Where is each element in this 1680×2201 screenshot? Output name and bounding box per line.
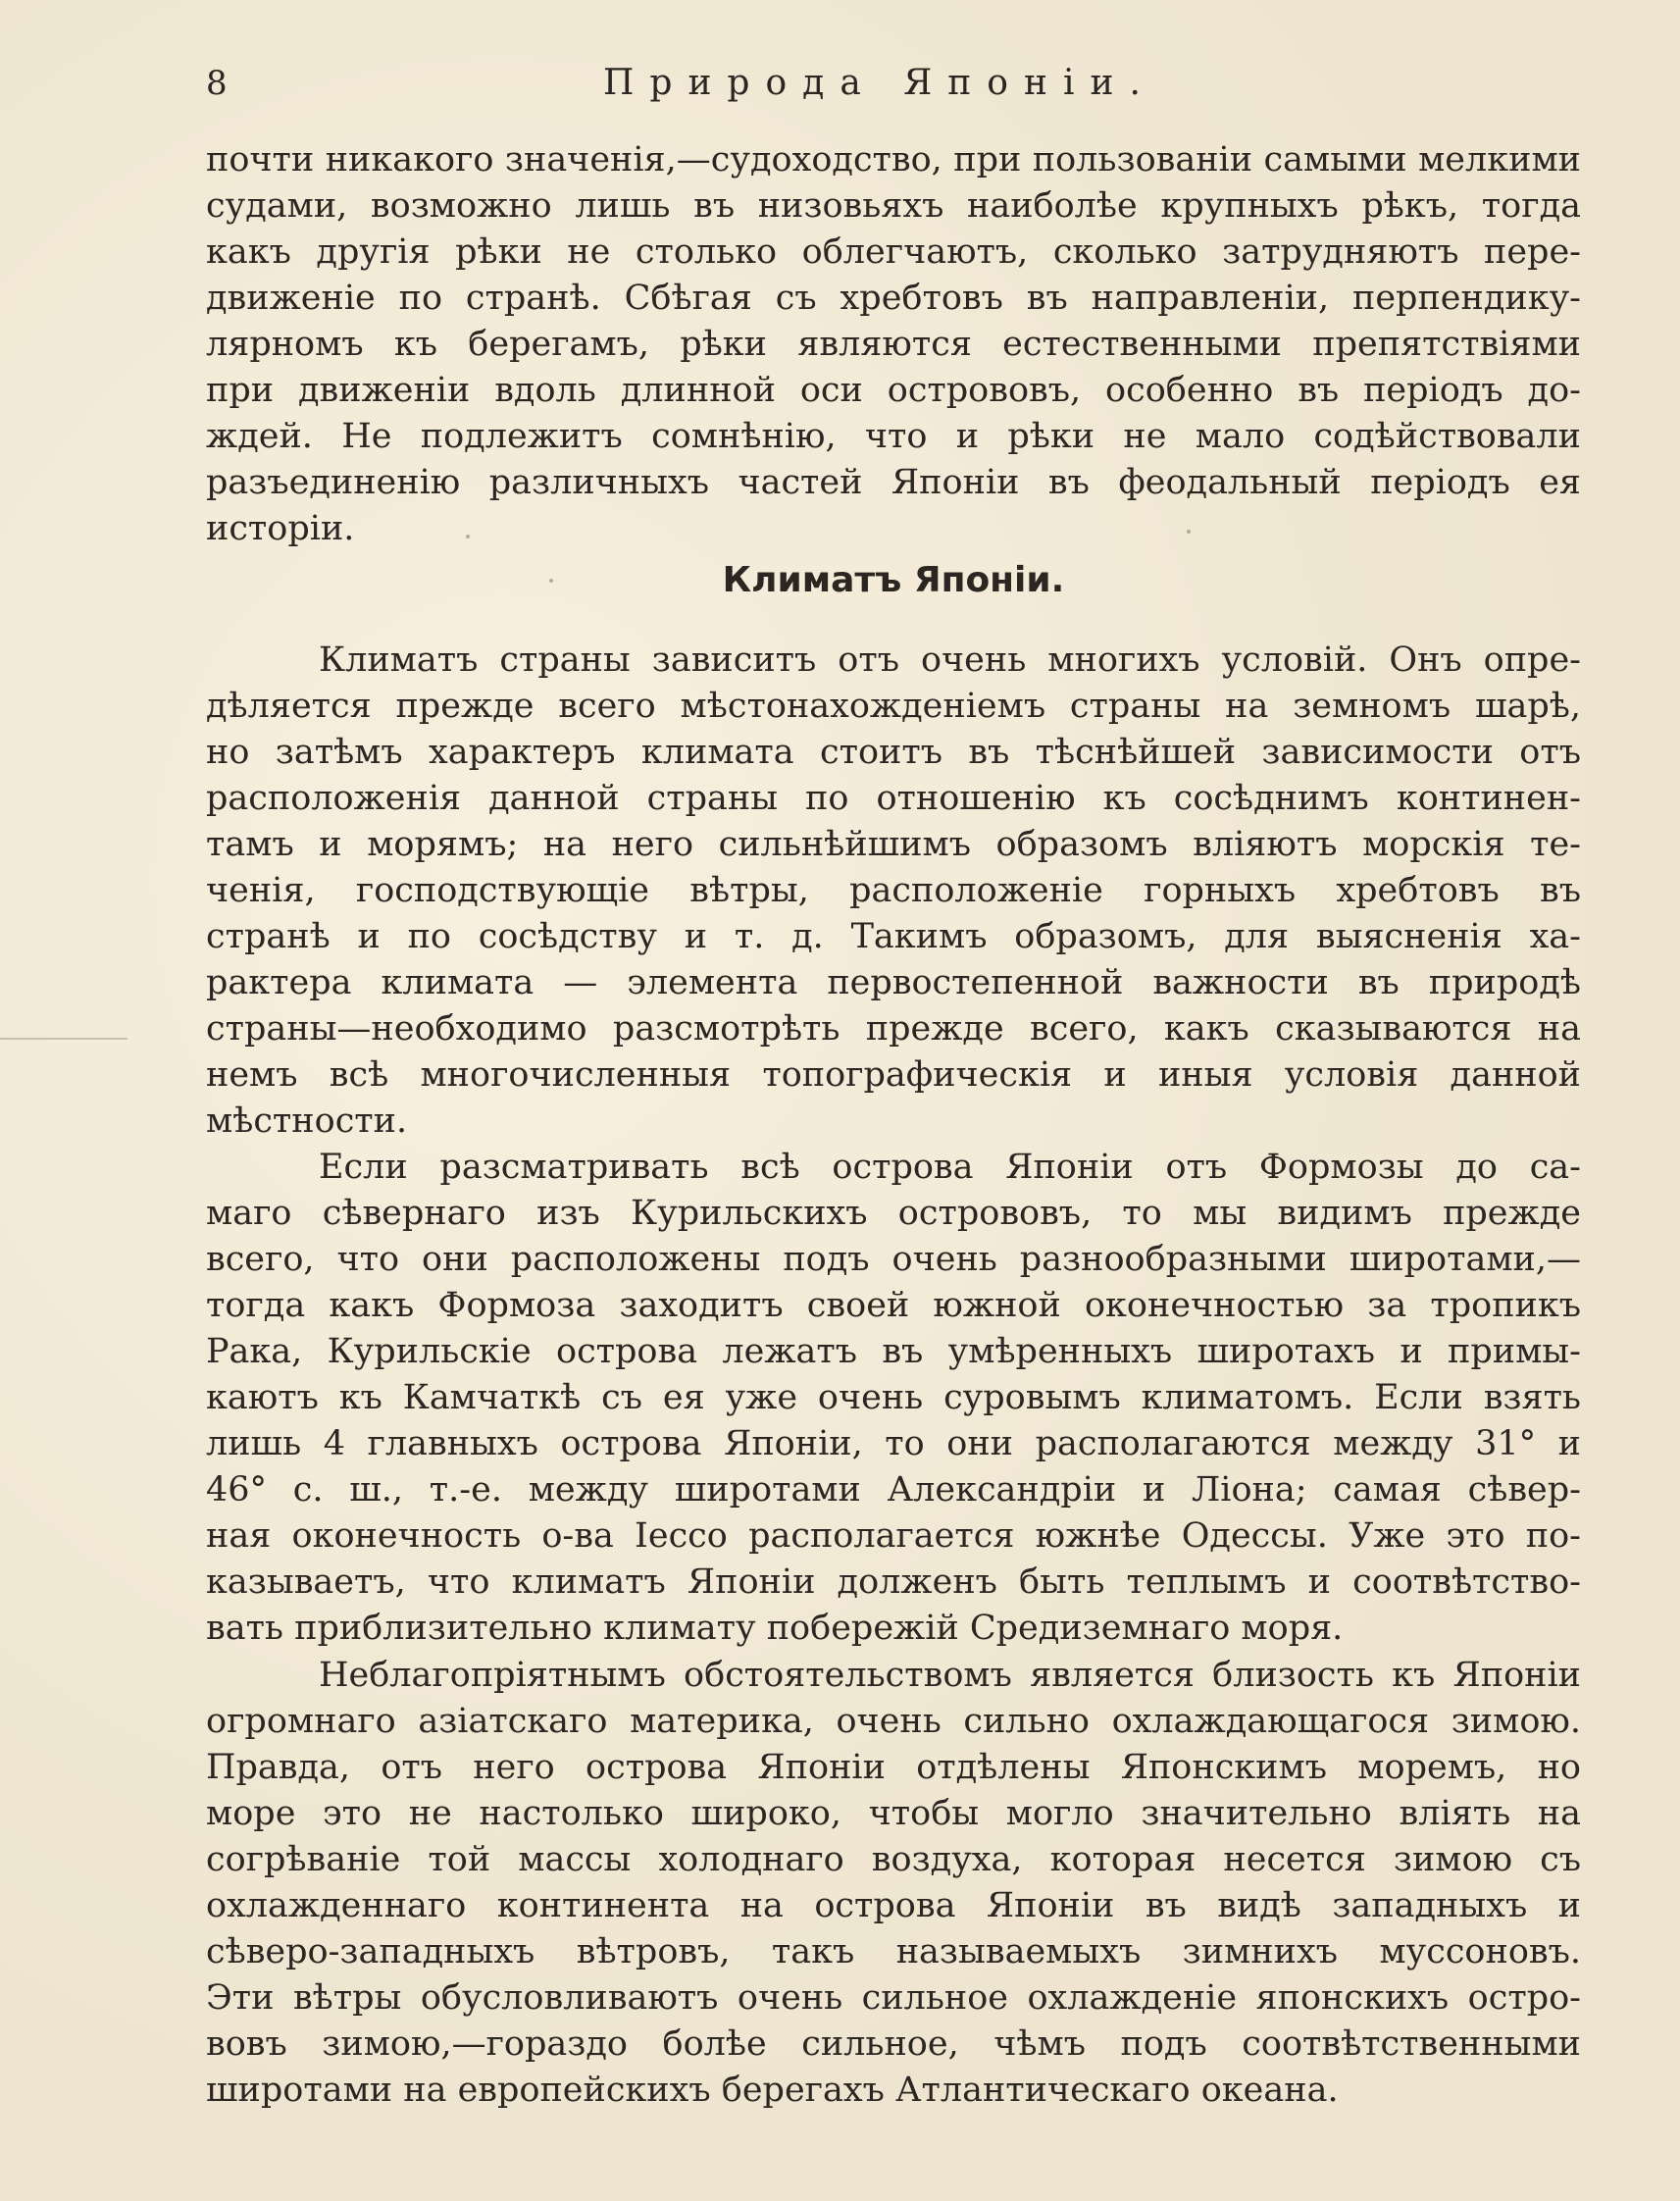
paragraph-rivers bbox=[206, 137, 1581, 552]
text-line: исторіи. bbox=[206, 509, 355, 548]
running-title: Природа Японіи. bbox=[603, 63, 1156, 103]
text-line: дѣляется прежде всего мѣстонахожденіемъ страны на земномъ шарѣ, bbox=[206, 687, 1581, 726]
text-line: маго сѣвернаго изъ Курильскихъ острововъ, то мы видимъ прежде bbox=[206, 1194, 1581, 1233]
text-line: вовъ зимою,—гораздо болѣе сильное, чѣмъ подъ соотвѣтственными bbox=[206, 2024, 1581, 2064]
scan-edge-mark bbox=[0, 1038, 127, 1040]
text-line: Если разсматривать всѣ острова Японіи отъ Формозы до са- bbox=[319, 1148, 1581, 1187]
text-line: ная оконечность о-ва Іессо располагается южнѣе Одессы. Уже это по- bbox=[206, 1516, 1581, 1556]
text-line: 46° с. ш., т.-е. между широтами Александріи и Ліона; самая сѣвер- bbox=[206, 1470, 1581, 1510]
paper-speck bbox=[1187, 530, 1191, 534]
text-line: море это не настолько широко, чтобы могло значительно вліять на bbox=[206, 1794, 1581, 1833]
text-line: движеніе по странѣ. Сбѣгая съ хребтовъ въ направленіи, перпендику- bbox=[206, 279, 1581, 318]
text-line: рактера климата — элемента первостепенной важности въ природѣ bbox=[206, 963, 1581, 1002]
text-line: странѣ и по сосѣдству и т. д. Такимъ образомъ, для выясненія ха- bbox=[206, 917, 1581, 956]
text-line: но затѣмъ характеръ климата стоитъ въ тѣснѣйшей зависимости отъ bbox=[206, 733, 1581, 772]
text-line: Правда, отъ него острова Японіи отдѣлены Японскимъ моремъ, но bbox=[206, 1748, 1581, 1787]
text-line: при движеніи вдоль длинной оси острововъ, особенно въ періодъ до- bbox=[206, 371, 1581, 410]
text-line: страны—необходимо разсмотрѣть прежде всего, какъ сказываются на bbox=[206, 1009, 1581, 1049]
text-line: вать приблизительно климату побережій Средиземнаго моря. bbox=[206, 1609, 1344, 1648]
text-line: судами, возможно лишь въ низовьяхъ наиболѣе крупныхъ рѣкъ, тогда bbox=[206, 186, 1581, 226]
text-line: Рака, Курильскіе острова лежатъ въ умѣренныхъ широтахъ и примы- bbox=[206, 1332, 1581, 1371]
text-line: лярномъ къ берегамъ, рѣки являются естественными препятствіями bbox=[206, 325, 1581, 364]
page-number: 8 bbox=[206, 64, 228, 103]
text-line: широтами на европейскихъ берегахъ Атлантическаго океана. bbox=[206, 2071, 1339, 2110]
paragraph-climate-intro bbox=[206, 638, 1581, 1145]
text-line: каютъ къ Камчаткѣ съ ея уже очень суровымъ климатомъ. Если взять bbox=[206, 1378, 1581, 1417]
text-line: Эти вѣтры обусловливаютъ очень сильное охлажденіе японскихъ остро- bbox=[206, 1978, 1581, 2018]
text-line: согрѣваніе той массы холоднаго воздуха, которая несется зимою съ bbox=[206, 1840, 1581, 1879]
paper-speck bbox=[466, 535, 470, 538]
text-line: расположенія данной страны по отношенію къ сосѣднимъ континен- bbox=[206, 779, 1581, 818]
text-line: тамъ и морямъ; на него сильнѣйшимъ образомъ вліяютъ морскія те- bbox=[206, 825, 1581, 864]
section-heading: Климатъ Японіи. bbox=[722, 560, 1065, 600]
text-line: всего, что они расположены подъ очень разнообразными широтами,— bbox=[206, 1240, 1581, 1279]
text-line: сѣверо-западныхъ вѣтровъ, такъ называемыхъ зимнихъ муссоновъ. bbox=[206, 1932, 1581, 1971]
text-line: ждей. Не подлежитъ сомнѣнію, что и рѣки не мало содѣйствовали bbox=[206, 417, 1581, 456]
paragraph-latitudes bbox=[206, 1145, 1581, 1652]
text-line: мѣстности. bbox=[206, 1101, 408, 1141]
text-line: охлажденнаго континента на острова Японіи въ видѣ западныхъ и bbox=[206, 1886, 1581, 1925]
text-line: Неблагопріятнымъ обстоятельствомъ является близость къ Японіи bbox=[319, 1656, 1581, 1695]
text-line: почти никакого значенія,—судоходство, при пользованіи самыми мелкими bbox=[206, 140, 1581, 179]
text-line: ченія, господствующіе вѣтры, расположеніе горныхъ хребтовъ въ bbox=[206, 871, 1581, 910]
text-line: тогда какъ Формоза заходитъ своей южной оконечностью за тропикъ bbox=[206, 1286, 1581, 1325]
text-line: Климатъ страны зависитъ отъ очень многихъ условій. Онъ опре- bbox=[319, 640, 1581, 680]
text-line: немъ всѣ многочисленныя топографическія и иныя условія данной bbox=[206, 1055, 1581, 1095]
page-header bbox=[206, 59, 1579, 108]
text-line: лишь 4 главныхъ острова Японіи, то они располагаются между 31° и bbox=[206, 1424, 1581, 1463]
paper-speck bbox=[549, 579, 553, 583]
text-line: казываетъ, что климатъ Японіи долженъ быть теплымъ и соотвѣтство- bbox=[206, 1562, 1581, 1602]
text-line: разъединенію различныхъ частей Японіи въ феодальный періодъ ея bbox=[206, 463, 1581, 502]
text-line: какъ другія рѣки не столько облегчаютъ, сколько затрудняютъ пере- bbox=[206, 232, 1581, 272]
paragraph-monsoons bbox=[206, 1653, 1581, 2114]
text-line: огромнаго азіатскаго материка, очень сильно охлаждающагося зимою. bbox=[206, 1702, 1581, 1741]
